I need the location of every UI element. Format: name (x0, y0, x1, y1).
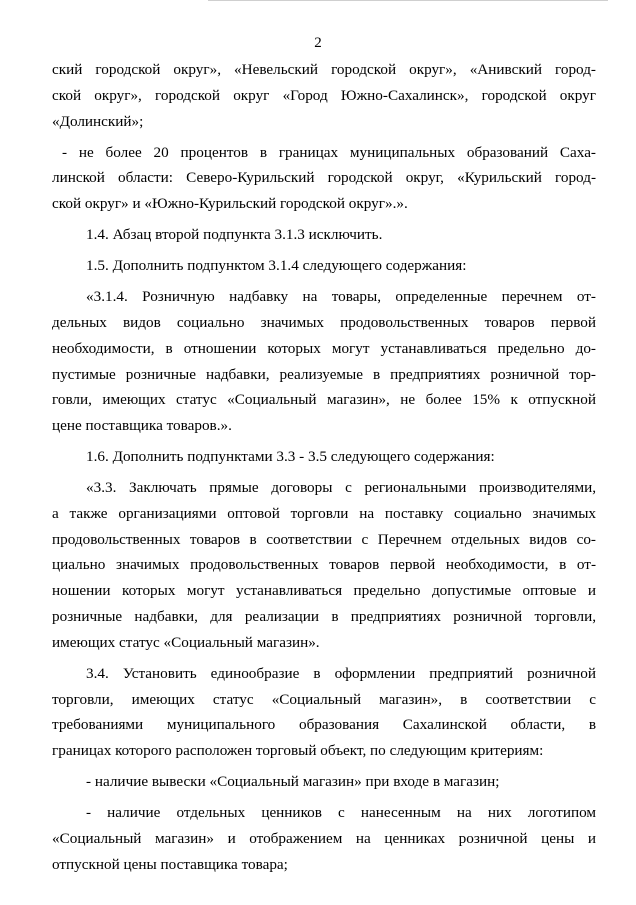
text-line: «Социальный магазин» и отображением на ценниках розничной цены и (52, 830, 596, 847)
paragraph-kuril-20-percent (52, 140, 596, 217)
paragraph-3-3 (52, 475, 596, 656)
text-line: границах которого расположен торговый объект, по следующим критериям: (52, 742, 544, 760)
text-line: ский городской округ», «Невельский городской округ», «Анивский город- (52, 61, 596, 78)
text-line: 1.5. Дополнить подпунктом 3.1.4 следующего содержания: (86, 257, 467, 275)
text-line: ской округ» и «Южно-Курильский городской округ».». (52, 195, 408, 213)
text-line: отпускной цены поставщика товара; (52, 855, 288, 873)
text-line: цене поставщика товаров.». (52, 417, 232, 435)
paragraph-1-4 (86, 222, 596, 248)
text-line: 3.4. Установить единообразие в оформлении предприятий розничной (86, 664, 596, 682)
top-edge-rule (208, 0, 608, 1)
paragraph-3-4 (52, 661, 596, 764)
text-line: необходимости, в отношении которых могут устанавливаться предельно до- (52, 339, 596, 357)
text-line: пустимые розничные надбавки, реализуемые в предприятиях розничной тор- (52, 365, 596, 383)
text-line: «3.3. Заключать прямые договоры с региональными производителями, (86, 479, 596, 497)
text-line: дельных видов социально значимых продовольственных товаров первой (52, 313, 596, 331)
text-line: торговли, имеющих статус «Социальный магазин», в соответствии с (52, 690, 596, 708)
text-line: 1.4. Абзац второй подпункта 3.1.3 исключить. (86, 226, 383, 244)
text-line: линской области: Северо-Курильский городской округ, «Курильский город- (52, 169, 596, 187)
paragraph-price-tag-criterion (52, 800, 596, 877)
text-line: ской округ», городской округ «Город Южно-Сахалинск», городской округ (52, 86, 596, 104)
text-line: имеющих статус «Социальный магазин». (52, 633, 320, 651)
text-line: продовольственных товаров в соответствии с Перечнем отдельных видов со- (52, 530, 596, 548)
text-line: требованиями муниципального образования Сахалинской области, в (52, 716, 596, 734)
text-line: «3.1.4. Розничную надбавку на товары, определенные перечнем от- (86, 288, 596, 306)
page-number: 2 (314, 35, 322, 51)
text-line: - наличие вывески «Социальный магазин» при входе в магазин; (86, 773, 500, 791)
paragraph-signage-criterion (86, 769, 596, 795)
document-body (52, 57, 596, 883)
paragraph-continuation-municipalities (52, 57, 596, 134)
text-line: - наличие отдельных ценников с нанесенным на них логотипом (86, 804, 596, 822)
text-line: 1.6. Дополнить подпунктами 3.3 - 3.5 следующего содержания: (86, 448, 495, 466)
text-line: «Долинский»; (52, 112, 144, 130)
text-line: розничные надбавки, для реализации в предприятиях розничной торговли, (52, 608, 596, 626)
paragraph-1-5 (86, 253, 596, 279)
text-line: говли, имеющих статус «Социальный магазин», не более 15% к отпускной (52, 391, 596, 409)
text-line: - не более 20 процентов в границах муниципальных образований Саха- (62, 143, 596, 161)
text-line: циально значимых продовольственных товаров первой необходимости, в от- (52, 556, 596, 574)
paragraph-3-1-4 (52, 284, 596, 439)
text-line: а также организациями оптовой торговли на поставку социально значимых (52, 504, 596, 522)
text-line: ношении которых могут устанавливаться предельно допустимые оптовые и (52, 582, 596, 600)
paragraph-1-6 (86, 444, 596, 470)
